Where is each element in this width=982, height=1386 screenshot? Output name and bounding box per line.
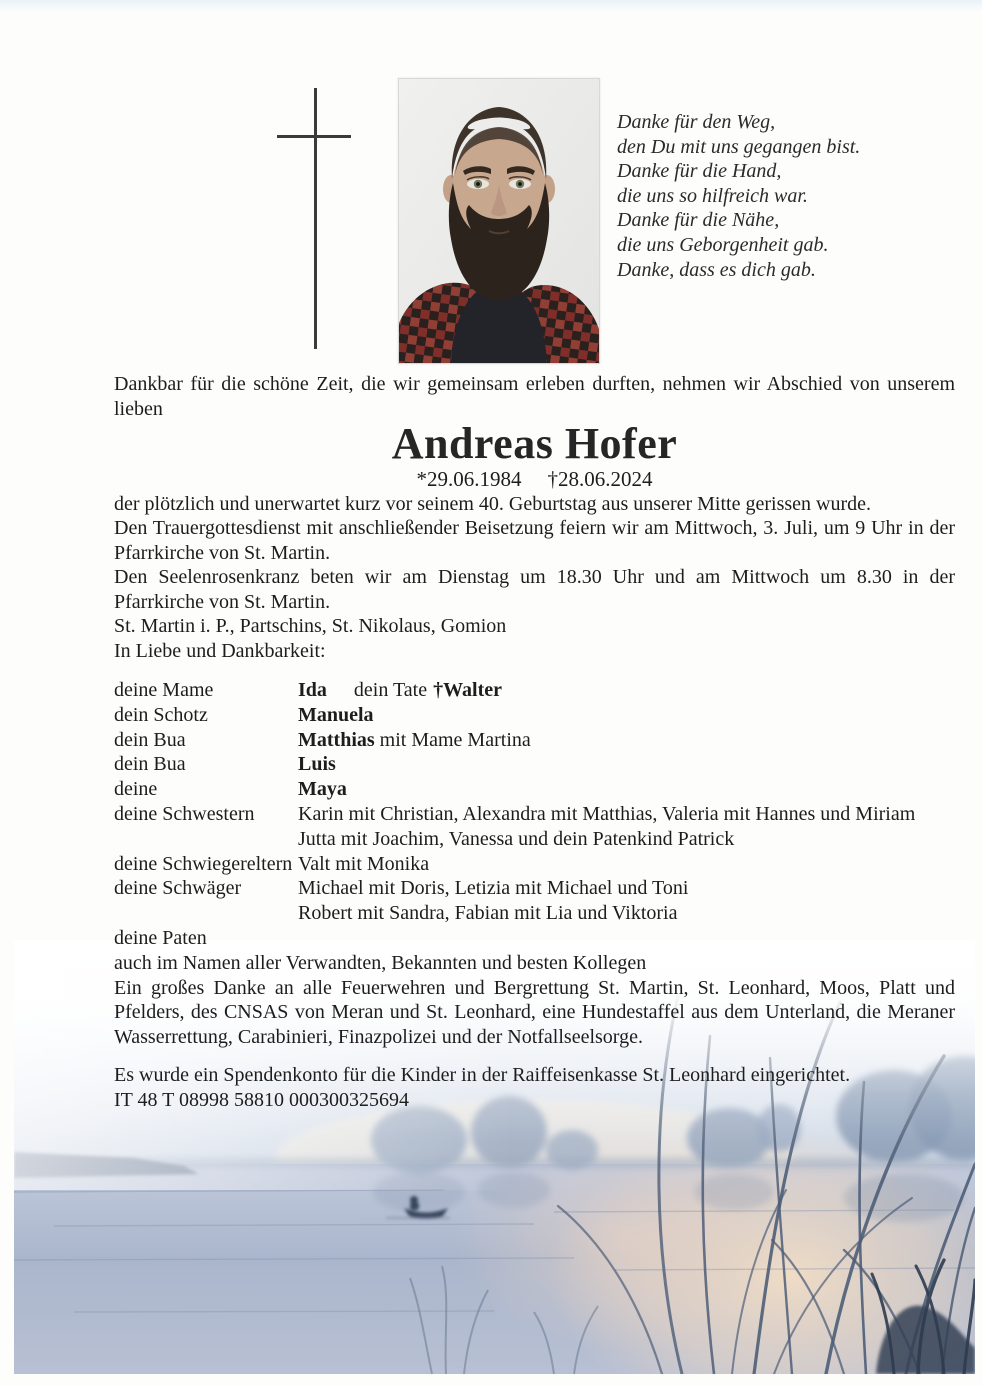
paragraph-rosary: Den Seelenrosenkranz beten wir am Dienstag um 18.30 Uhr und am Mittwoch um 8.30 in der Pfarrkirche von St. Martin. (114, 566, 955, 613)
family-relation: deine Schwestern (114, 802, 255, 825)
family-row (114, 678, 955, 703)
family-relation: dein Schotz (114, 703, 208, 726)
family-name-bold: Manuela (298, 703, 374, 726)
portrait-graphic (399, 79, 599, 363)
family-name: Michael mit Doris, Letizia mit Michael und Toni (298, 877, 689, 900)
poem-line: den Du mit uns gegangen bist. (617, 135, 861, 158)
family-name: mit Mame Martina (379, 728, 531, 751)
paragraph-funeral-service: Den Trauergottesdienst mit anschließender Beisetzung feiern wir am Mittwoch, 3. Juli, um 9 Uhr in der Pfarrkirche von St. Martin. (114, 517, 955, 564)
family-relation: dein Bua (114, 753, 186, 776)
family-row (114, 777, 955, 802)
family-row (114, 802, 955, 852)
family-relation: deine Paten (114, 926, 207, 949)
family-row (114, 876, 955, 926)
donation-iban: IT 48 T 08998 58810 000300325694 (114, 1088, 410, 1111)
deceased-name: Andreas Hofer (391, 419, 678, 468)
family-names (298, 703, 955, 728)
poem-line: Danke für den Weg, (617, 111, 776, 133)
family-row (114, 703, 955, 728)
memorial-cross-icon (277, 135, 351, 138)
intro-paragraph: Dankbar für die schöne Zeit, die wir gemeinsam erleben durften, nehmen wir Abschied von unserem lieben (114, 373, 955, 420)
family-names (298, 728, 955, 753)
family-name-bold: Matthias (298, 728, 375, 751)
family-list (114, 678, 955, 976)
family-relation: dein Bua (114, 728, 186, 751)
header-section (0, 0, 982, 372)
family-name-bold: Ida (298, 679, 327, 701)
family-relation: deine (114, 778, 158, 801)
obituary-body (114, 372, 955, 1112)
portrait-photo (398, 78, 600, 364)
family-name-bold: †Walter (433, 679, 502, 701)
family-name-bold: Maya (298, 778, 347, 801)
family-footer-row (114, 951, 955, 976)
poem-line: die uns so hilfreich war. (617, 184, 808, 207)
poem-line: die uns Geborgenheit gab. (617, 233, 829, 256)
family-row (114, 752, 955, 777)
poem-line: Danke für die Nähe, (617, 209, 780, 232)
birth-date: *29.06.1984 (416, 467, 522, 491)
family-names: Valt mit Monika (298, 852, 430, 875)
family-name: Robert mit Sandra, Fabian mit Lia und Viktoria (298, 902, 678, 925)
poem-line: Danke, dass es dich gab. (617, 258, 816, 281)
family-name: Jutta mit Joachim, Vanessa und dein Patenkind Patrick (298, 827, 735, 850)
family-relation: deine Schwiegereltern (114, 852, 293, 875)
paragraph-sudden-death: der plötzlich und unerwartet kurz vor seinem 40. Geburtstag aus unserer Mitte gerissen wurde. (114, 492, 871, 515)
family-relation: deine Mame (114, 679, 214, 701)
family-row (114, 926, 955, 951)
family-name: dein Tate (353, 679, 428, 701)
family-footer: auch im Namen aller Verwandten, Bekannten und besten Kollegen (114, 951, 647, 974)
poem-text (617, 110, 860, 282)
places-line: St. Martin i. P., Partschins, St. Nikolaus, Gomion (114, 615, 507, 637)
family-name: Karin mit Christian, Alexandra mit Matthias, Valeria mit Hannes und Miriam (298, 802, 916, 825)
family-row (114, 728, 955, 753)
family-names (298, 876, 955, 926)
donation-line: Es wurde ein Spendenkonto für die Kinder in der Raiffeisenkasse St. Leonhard eingerichtet. (114, 1064, 851, 1087)
family-names (298, 752, 955, 777)
closing-line: In Liebe und Dankbarkeit: (114, 639, 326, 662)
thanks-paragraph: Ein großes Danke an alle Feuerwehren und Bergrettung St. Martin, St. Leonhard, Moos, Platt und Pfelders, des CNSAS von Meran und St. Leonhard, eine Hundestaffel aus dem Unterland, die Meraner Wasserrettung, Carabinieri, Finazpolizei und der Notfallseelsorge. (114, 976, 955, 1048)
memorial-cross-icon (314, 88, 317, 349)
family-row (114, 852, 955, 877)
donation-info (114, 1063, 955, 1112)
family-names (298, 926, 955, 951)
life-dates (114, 467, 955, 492)
family-names (298, 777, 955, 802)
family-relation: deine Schwäger (114, 877, 242, 900)
poem-line: Danke für die Hand, (617, 160, 782, 183)
death-date: †28.06.2024 (547, 467, 653, 491)
family-name-bold: Luis (298, 753, 336, 776)
family-names (298, 678, 955, 703)
family-names (298, 802, 955, 852)
